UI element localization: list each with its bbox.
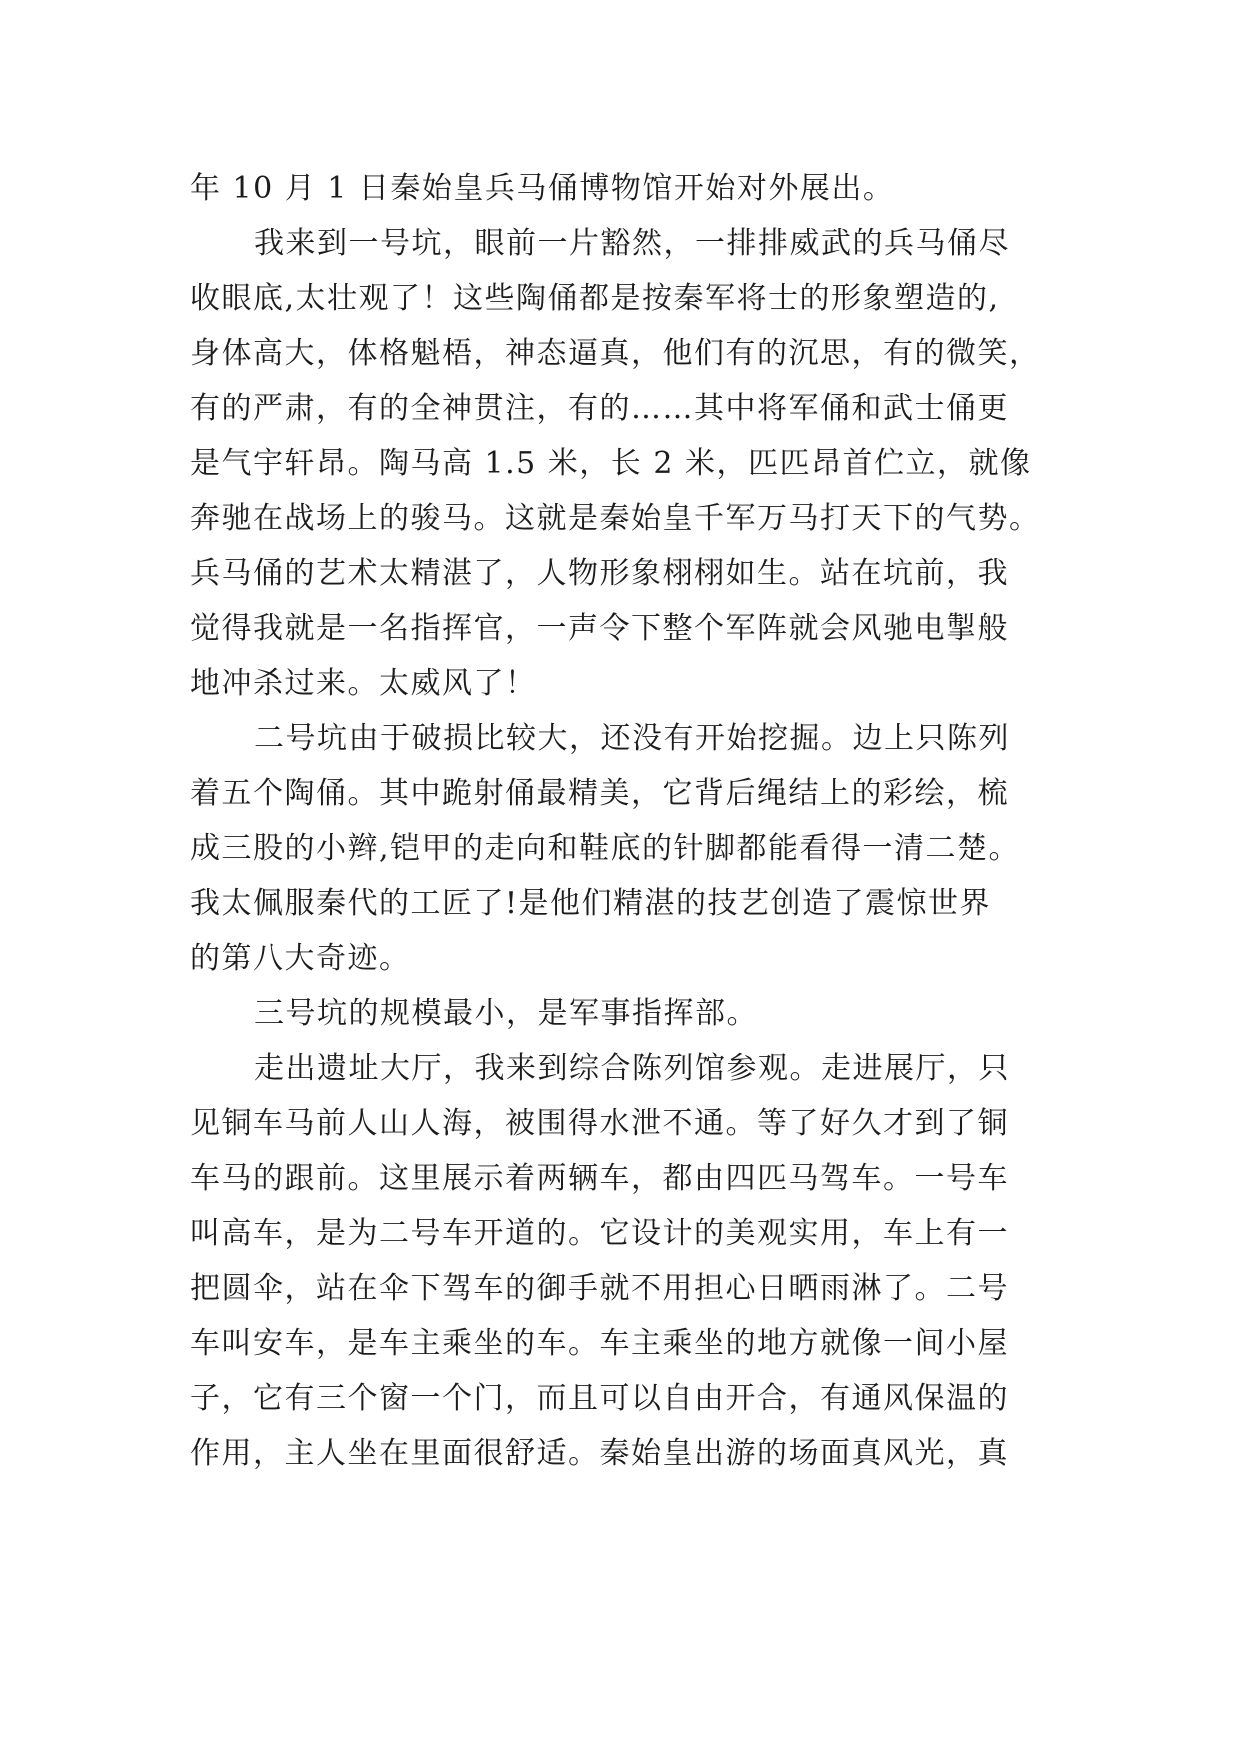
- text-line: 奔驰在战场上的骏马。这就是秦始皇千军万马打天下的气势。: [190, 501, 1041, 536]
- text-line: 作用，主人坐在里面很舒适。秦始皇出游的场面真风光，真: [190, 1436, 1009, 1471]
- text-line: 觉得我就是一名指挥官，一声令下整个军阵就会风驰电掣般: [190, 611, 1009, 646]
- text-line: 二号坑由于破损比较大，还没有开始挖掘。边上只陈列: [254, 721, 1010, 756]
- text-line: 见铜车马前人山人海，被围得水泄不通。等了好久才到了铜: [190, 1106, 1009, 1141]
- text-line: 有的严肃，有的全神贯注，有的……其中将军俑和武士俑更: [190, 391, 1009, 426]
- text-line: 把圆伞，站在伞下驾车的御手就不用担心日晒雨淋了。二号: [190, 1271, 1009, 1306]
- text-line: 车马的跟前。这里展示着两辆车，都由四匹马驾车。一号车: [190, 1161, 1009, 1196]
- text-line: 着五个陶俑。其中跪射俑最精美，它背后绳结上的彩绘，梳: [190, 776, 1009, 811]
- text-line: 成三股的小辫,铠甲的走向和鞋底的针脚都能看得一清二楚。: [190, 831, 1021, 866]
- text-line: 是气宇轩昂。陶马高 1.5 米，长 2 米，匹匹昂首伫立，就像: [190, 446, 1032, 481]
- text-line: 车叫安车，是车主乘坐的车。车主乘坐的地方就像一间小屋: [190, 1326, 1009, 1361]
- text-line: 子，它有三个窗一个门，而且可以自由开合，有通风保温的: [190, 1381, 1009, 1416]
- text-line: 的第八大奇迹。: [190, 941, 411, 976]
- text-line: 叫高车，是为二号车开道的。它设计的美观实用，车上有一: [190, 1216, 1009, 1251]
- text-line: 年 10 月 1 日秦始皇兵马俑博物馆开始对外展出。: [190, 171, 895, 206]
- text-line: 地冲杀过来。太威风了！: [190, 666, 537, 701]
- text-line: 身体高大，体格魁梧，神态逼真，他们有的沉思，有的微笑，: [190, 336, 1041, 371]
- text-line: 收眼底,太壮观了！这些陶俑都是按秦军将士的形象塑造的,: [190, 281, 1000, 316]
- body-text: [190, 161, 1090, 1481]
- text-line: 兵马俑的艺术太精湛了，人物形象栩栩如生。站在坑前，我: [190, 556, 1009, 591]
- text-line: 走出遗址大厅，我来到综合陈列馆参观。走进展厅，只: [254, 1051, 1010, 1086]
- text-line: 三号坑的规模最小，是军事指挥部。: [254, 996, 758, 1031]
- text-line: 我来到一号坑，眼前一片豁然，一排排威武的兵马俑尽: [254, 226, 1010, 261]
- text-line: 我太佩服秦代的工匠了!是他们精湛的技艺创造了震惊世界: [190, 886, 992, 921]
